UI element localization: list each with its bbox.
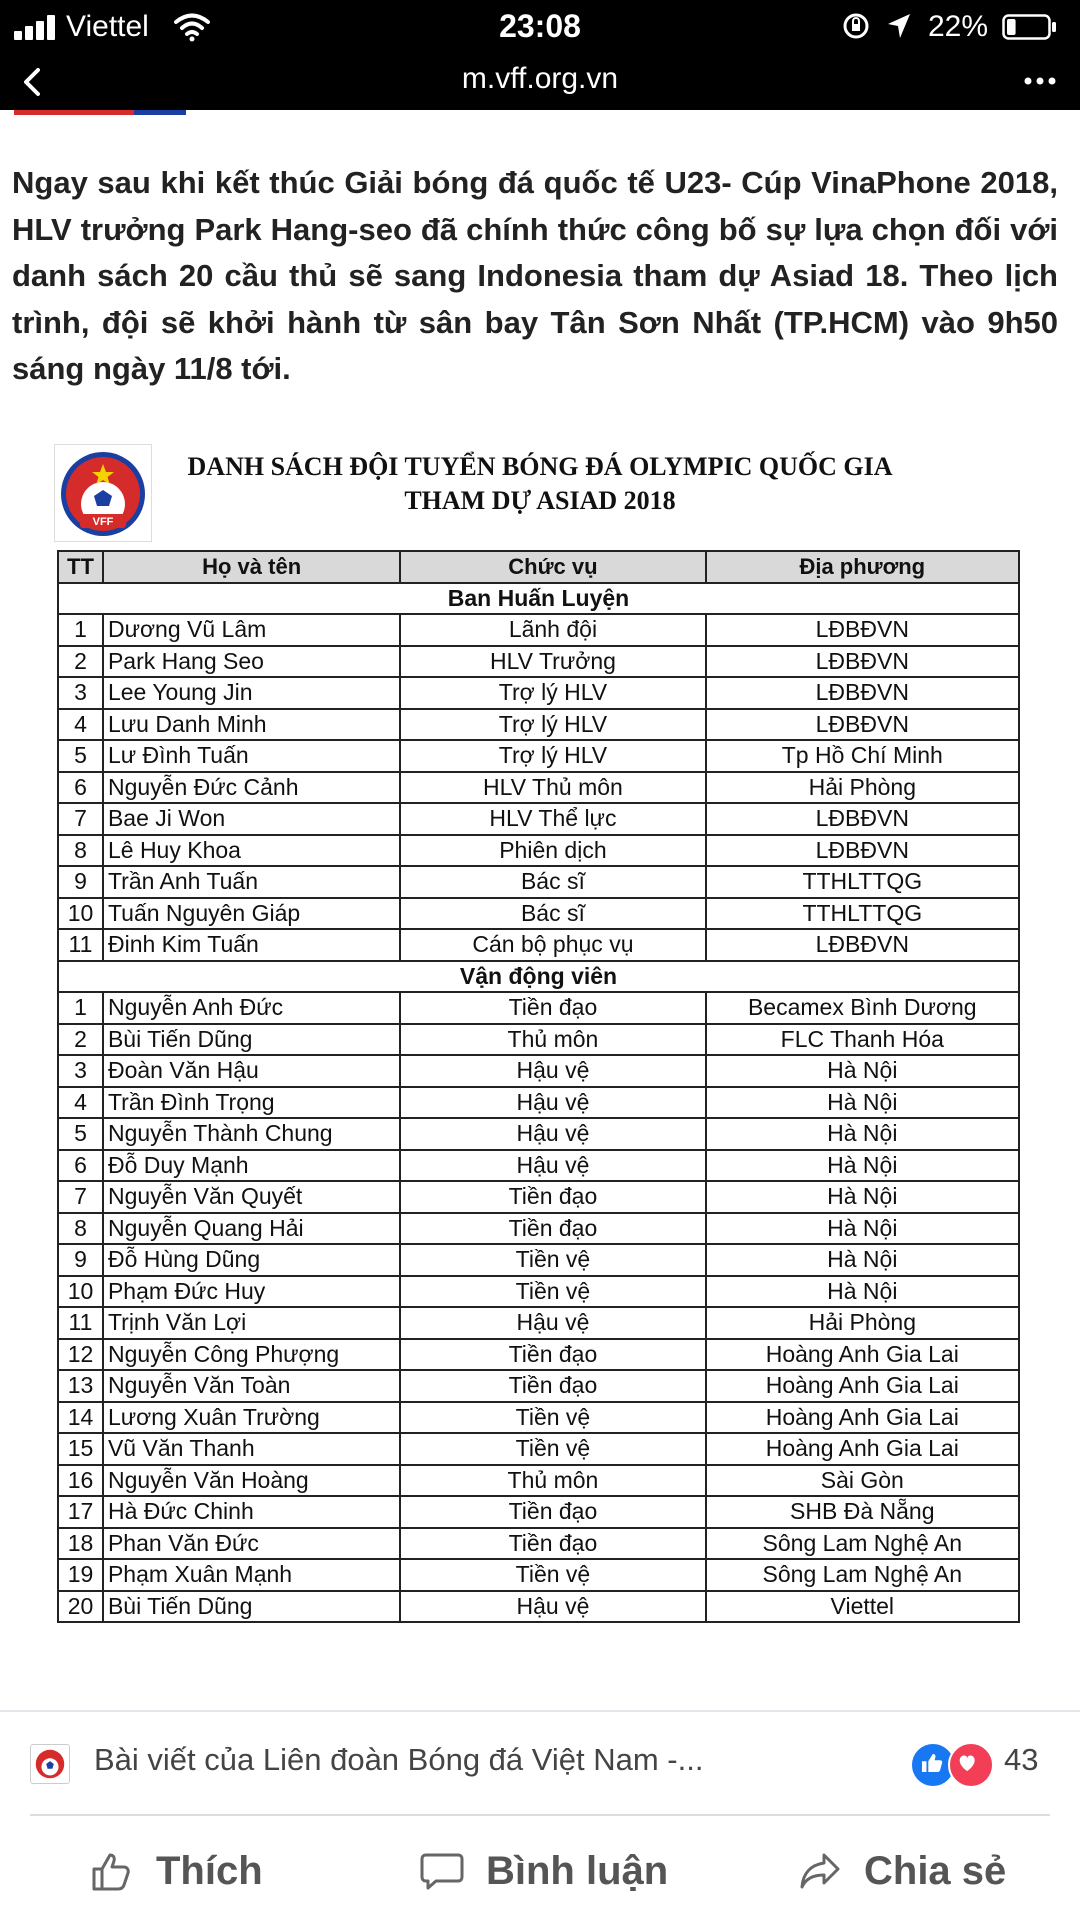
share-label: Chia sẻ [864, 1848, 1007, 1893]
cell-origin: LĐBĐVN [706, 803, 1019, 835]
vff-logo [54, 444, 152, 542]
cell-name: Nguyễn Thành Chung [103, 1118, 400, 1150]
table-row [58, 835, 1019, 867]
cell-origin: SHB Đà Nẵng [706, 1496, 1019, 1528]
cell-role: Tiền đạo [400, 1339, 705, 1371]
cell-role: Hậu vệ [400, 1307, 705, 1339]
cell-name: Đỗ Duy Mạnh [103, 1150, 400, 1182]
cell-name: Dương Vũ Lâm [103, 614, 400, 646]
cell-no: 11 [58, 1307, 103, 1339]
browser-url-bar [0, 56, 1080, 110]
cell-no: 13 [58, 1370, 103, 1402]
cell-role: Hậu vệ [400, 1055, 705, 1087]
cell-no: 8 [58, 1213, 103, 1245]
header-color-strip [14, 110, 186, 115]
cell-name: Phạm Đức Huy [103, 1276, 400, 1308]
cell-name: Nguyễn Anh Đức [103, 992, 400, 1024]
table-row [58, 992, 1019, 1024]
cell-name: Bae Ji Won [103, 803, 400, 835]
cell-no: 10 [58, 1276, 103, 1308]
cell-no: 18 [58, 1528, 103, 1560]
status-bar [0, 0, 1080, 56]
table-row [58, 1339, 1019, 1371]
cell-origin: Hà Nội [706, 1244, 1019, 1276]
table-row [58, 1244, 1019, 1276]
like-label: Thích [156, 1848, 263, 1893]
cell-origin: LĐBĐVN [706, 646, 1019, 678]
fb-separator [0, 1710, 1080, 1712]
cell-name: Lương Xuân Trường [103, 1402, 400, 1434]
cell-role: Tiền đạo [400, 1213, 705, 1245]
cell-role: Tiền đạo [400, 1496, 705, 1528]
cell-role: Hậu vệ [400, 1591, 705, 1623]
love-reaction-icon [948, 1742, 994, 1788]
cell-role: Tiền đạo [400, 1370, 705, 1402]
cell-no: 3 [58, 677, 103, 709]
clock: 23:08 [499, 8, 581, 44]
share-button[interactable] [796, 1846, 1006, 1896]
table-row [58, 1591, 1019, 1623]
table-row [58, 740, 1019, 772]
cell-name: Lee Young Jin [103, 677, 400, 709]
cell-origin: Hoàng Anh Gia Lai [706, 1402, 1019, 1434]
fb-post-link[interactable]: Bài viết của Liên đoàn Bóng đá Việt Nam -... [94, 1742, 704, 1777]
cell-role: Hậu vệ [400, 1118, 705, 1150]
cell-name: Nguyễn Công Phượng [103, 1339, 400, 1371]
cell-no: 19 [58, 1559, 103, 1591]
cell-name: Nguyễn Quang Hải [103, 1213, 400, 1245]
cell-name: Lê Huy Khoa [103, 835, 400, 867]
cell-no: 11 [58, 929, 103, 961]
table-row [58, 1433, 1019, 1465]
section-staff-label: Ban Huấn Luyện [58, 583, 1019, 615]
more-dots-icon[interactable] [1020, 66, 1060, 96]
cell-origin: Hà Nội [706, 1055, 1019, 1087]
cell-no: 2 [58, 646, 103, 678]
location-icon [886, 12, 912, 40]
cell-origin: Hà Nội [706, 1118, 1019, 1150]
cell-no: 8 [58, 835, 103, 867]
cell-name: Nguyễn Đức Cảnh [103, 772, 400, 804]
cell-origin: Hoàng Anh Gia Lai [706, 1370, 1019, 1402]
section-row-players [58, 961, 1019, 993]
cell-name: Lưu Danh Minh [103, 709, 400, 741]
cell-name: Nguyễn Văn Hoàng [103, 1465, 400, 1497]
cell-role: Lãnh đội [400, 614, 705, 646]
roster-table [57, 550, 1020, 1623]
cell-origin: Hải Phòng [706, 1307, 1019, 1339]
table-row [58, 1465, 1019, 1497]
table-row [58, 1181, 1019, 1213]
url-text[interactable]: m.vff.org.vn [461, 62, 619, 95]
cell-name: Phan Văn Đức [103, 1528, 400, 1560]
table-row [58, 1528, 1019, 1560]
cell-origin: TTHLTTQG [706, 866, 1019, 898]
table-row [58, 1213, 1019, 1245]
comment-icon [418, 1847, 466, 1895]
table-row [58, 898, 1019, 930]
reaction-count[interactable]: 43 [1004, 1742, 1039, 1777]
cell-origin: Sài Gòn [706, 1465, 1019, 1497]
table-row [58, 709, 1019, 741]
table-row [58, 1307, 1019, 1339]
table-row [58, 1496, 1019, 1528]
section-row-staff [58, 583, 1019, 615]
cell-name: Đinh Kim Tuấn [103, 929, 400, 961]
cell-role: Thủ môn [400, 1024, 705, 1056]
cell-name: Vũ Văn Thanh [103, 1433, 400, 1465]
cell-origin: Tp Hồ Chí Minh [706, 740, 1019, 772]
cell-origin: Hà Nội [706, 1276, 1019, 1308]
cell-role: Tiền vệ [400, 1402, 705, 1434]
table-row [58, 1087, 1019, 1119]
cell-role: Tiền vệ [400, 1433, 705, 1465]
cell-no: 7 [58, 803, 103, 835]
cell-name: Hà Đức Chinh [103, 1496, 400, 1528]
cell-name: Phạm Xuân Mạnh [103, 1559, 400, 1591]
cell-no: 4 [58, 709, 103, 741]
carrier-name: Viettel [66, 10, 149, 43]
cell-role: Trợ lý HLV [400, 677, 705, 709]
cell-role: Trợ lý HLV [400, 740, 705, 772]
cell-no: 9 [58, 866, 103, 898]
cell-name: Tuấn Nguyên Giáp [103, 898, 400, 930]
cell-name: Trần Anh Tuấn [103, 866, 400, 898]
cell-origin: Hà Nội [706, 1181, 1019, 1213]
cell-role: Hậu vệ [400, 1087, 705, 1119]
roster-title [150, 450, 930, 518]
cell-role: Tiền vệ [400, 1559, 705, 1591]
svg-text:VFF: VFF [92, 516, 114, 528]
table-row [58, 1150, 1019, 1182]
table-row [58, 1276, 1019, 1308]
cell-no: 5 [58, 740, 103, 772]
cell-origin: Hà Nội [706, 1087, 1019, 1119]
cell-role: Tiền vệ [400, 1276, 705, 1308]
cell-role: Thủ môn [400, 1465, 705, 1497]
cell-name: Đỗ Hùng Dũng [103, 1244, 400, 1276]
cell-origin: Becamex Bình Dương [706, 992, 1019, 1024]
cell-no: 17 [58, 1496, 103, 1528]
cell-origin: Hà Nội [706, 1213, 1019, 1245]
table-row [58, 1118, 1019, 1150]
cell-no: 1 [58, 614, 103, 646]
cell-no: 16 [58, 1465, 103, 1497]
cell-origin: Sông Lam Nghệ An [706, 1559, 1019, 1591]
cell-role: HLV Thủ môn [400, 772, 705, 804]
cell-no: 3 [58, 1055, 103, 1087]
cell-no: 6 [58, 1150, 103, 1182]
cell-name: Lư Đình Tuấn [103, 740, 400, 772]
cell-origin: FLC Thanh Hóa [706, 1024, 1019, 1056]
table-row [58, 803, 1019, 835]
cell-role: Cán bộ phục vụ [400, 929, 705, 961]
cell-no: 20 [58, 1591, 103, 1623]
cell-no: 7 [58, 1181, 103, 1213]
cell-role: Tiền đạo [400, 1181, 705, 1213]
cell-role: Tiền vệ [400, 1244, 705, 1276]
cell-origin: Hà Nội [706, 1150, 1019, 1182]
cell-role: Bác sĩ [400, 898, 705, 930]
table-row [58, 772, 1019, 804]
table-row [58, 646, 1019, 678]
comment-label: Bình luận [486, 1848, 669, 1893]
roster-title-line2: THAM DỰ ASIAD 2018 [404, 486, 676, 515]
cell-name: Bùi Tiến Dũng [103, 1024, 400, 1056]
table-row [58, 677, 1019, 709]
cell-role: Tiền đạo [400, 1528, 705, 1560]
cell-no: 4 [58, 1087, 103, 1119]
roster-title-line1: DANH SÁCH ĐỘI TUYỂN BÓNG ĐÁ OLYMPIC QUỐC GIA [187, 452, 893, 481]
table-row [58, 1559, 1019, 1591]
battery-percent: 22% [928, 10, 989, 43]
cell-role: Trợ lý HLV [400, 709, 705, 741]
cell-name: Park Hang Seo [103, 646, 400, 678]
table-row [58, 1055, 1019, 1087]
share-icon [796, 1847, 844, 1895]
cell-origin: LĐBĐVN [706, 709, 1019, 741]
top-bar [0, 0, 1080, 110]
cell-role: HLV Thể lực [400, 803, 705, 835]
cell-origin: LĐBĐVN [706, 614, 1019, 646]
like-button[interactable] [88, 1846, 263, 1896]
cell-role: Tiền đạo [400, 992, 705, 1024]
cell-role: Hậu vệ [400, 1150, 705, 1182]
cell-no: 14 [58, 1402, 103, 1434]
cell-origin: Hải Phòng [706, 772, 1019, 804]
cell-origin: Hoàng Anh Gia Lai [706, 1433, 1019, 1465]
cell-origin: LĐBĐVN [706, 835, 1019, 867]
header-role: Chức vụ [400, 551, 705, 583]
header-name: Họ và tên [103, 551, 400, 583]
cell-origin: LĐBĐVN [706, 677, 1019, 709]
cell-no: 12 [58, 1339, 103, 1371]
cell-origin: TTHLTTQG [706, 898, 1019, 930]
table-header-row [58, 551, 1019, 583]
cell-no: 1 [58, 992, 103, 1024]
cell-no: 10 [58, 898, 103, 930]
cell-role: Bác sĩ [400, 866, 705, 898]
table-row [58, 929, 1019, 961]
cell-role: Phiên dịch [400, 835, 705, 867]
cell-no: 2 [58, 1024, 103, 1056]
article-paragraph: Ngay sau khi kết thúc Giải bóng đá quốc tế U23- Cúp VinaPhone 2018, HLV trưởng Park Hang-seo đã chính thức công bố sự lựa chọn đối với danh sách 20 cầu thủ sẽ sang Indonesia tham dự Asiad 18. Theo lịch trình, đội sẽ khởi hành từ sân bay Tân Sơn Nhất (TP.HCM) vào 9h50 sáng ngày 11/8 tới. [12, 165, 1058, 386]
cell-name: Nguyễn Văn Quyết [103, 1181, 400, 1213]
section-players-label: Vận động viên [58, 961, 1019, 993]
cell-origin: Sông Lam Nghệ An [706, 1528, 1019, 1560]
table-row [58, 866, 1019, 898]
table-row [58, 614, 1019, 646]
cell-name: Trịnh Văn Lợi [103, 1307, 400, 1339]
cell-no: 15 [58, 1433, 103, 1465]
cell-origin: LĐBĐVN [706, 929, 1019, 961]
table-row [58, 1370, 1019, 1402]
fb-action-separator [30, 1814, 1050, 1816]
cell-origin: Hoàng Anh Gia Lai [706, 1339, 1019, 1371]
header-no: TT [58, 551, 103, 583]
rotation-lock-icon [842, 12, 870, 40]
cell-origin: Viettel [706, 1591, 1019, 1623]
comment-button[interactable] [418, 1846, 668, 1896]
page-avatar[interactable] [30, 1744, 70, 1784]
thumbs-up-icon [88, 1847, 136, 1895]
cell-no: 5 [58, 1118, 103, 1150]
cell-no: 9 [58, 1244, 103, 1276]
table-row [58, 1024, 1019, 1056]
table-row [58, 1402, 1019, 1434]
cell-name: Nguyễn Văn Toàn [103, 1370, 400, 1402]
battery-icon [1002, 14, 1058, 40]
cell-name: Bùi Tiến Dũng [103, 1591, 400, 1623]
header-origin: Địa phương [706, 551, 1019, 583]
cell-no: 6 [58, 772, 103, 804]
cell-role: HLV Trưởng [400, 646, 705, 678]
cell-name: Đoàn Văn Hậu [103, 1055, 400, 1087]
cell-name: Trần Đình Trọng [103, 1087, 400, 1119]
